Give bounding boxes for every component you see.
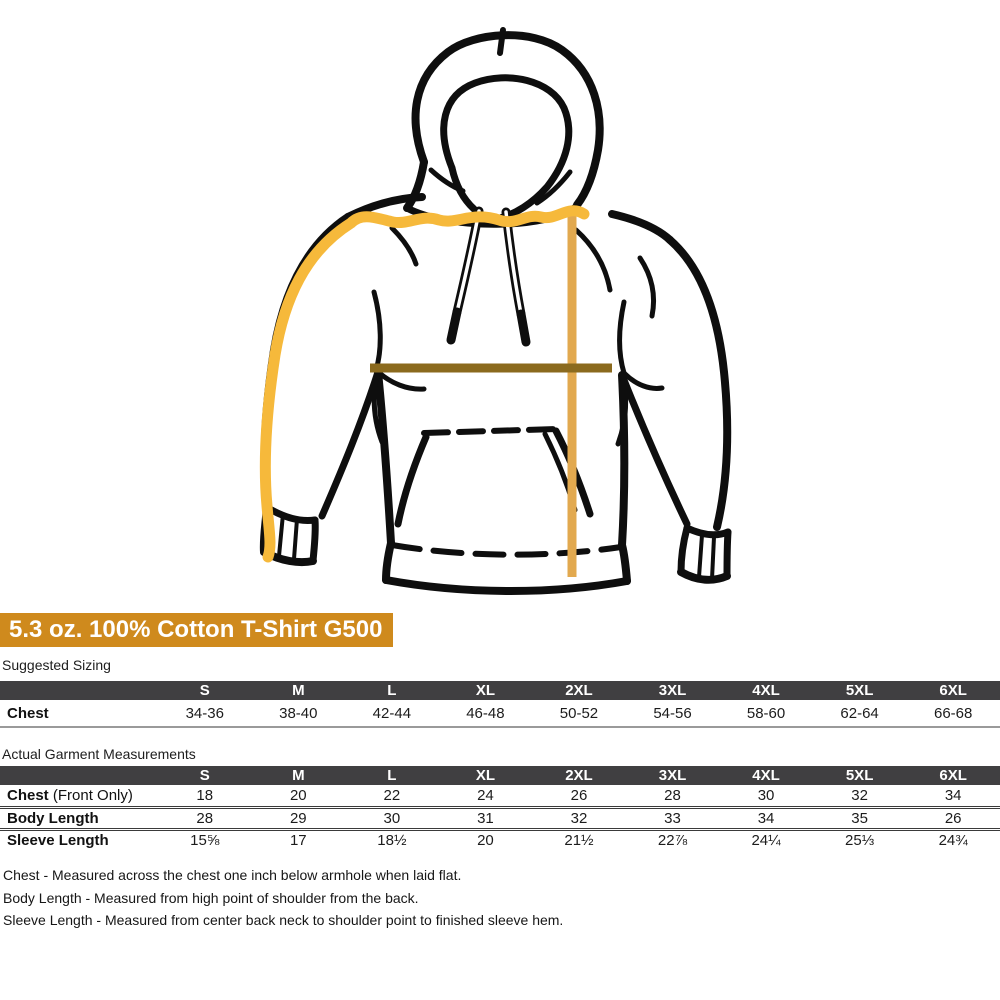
measurement-value: 24¼	[751, 832, 781, 850]
measurement-value: 21½	[564, 832, 594, 850]
measurement-value: 20	[477, 832, 494, 850]
size-header-row	[0, 766, 1000, 785]
measurement-value: 54-56	[653, 704, 692, 722]
measurement-value: 22⅞	[657, 832, 688, 850]
measurement-value: 34	[944, 786, 962, 804]
suggested-sizing-table	[0, 681, 1000, 728]
measurement-value: 30	[383, 809, 401, 827]
size-column-header: L	[387, 767, 397, 784]
table-row	[0, 829, 1000, 851]
measurement-value: 34	[757, 809, 775, 827]
size-column-header: 2XL	[565, 767, 593, 784]
garment-measurements-title: Actual Garment Measurements	[2, 746, 196, 762]
measurement-value: 24¾	[938, 832, 968, 850]
measurement-value: 26	[570, 786, 588, 804]
measurement-value: 15⅝	[190, 832, 220, 850]
size-column-header: 3XL	[658, 767, 687, 784]
drawstrings	[451, 211, 526, 342]
measurement-note: Sleeve Length - Measured from center back neck to shoulder point to finished sleeve hem.	[3, 912, 564, 928]
measurement-value: 42-44	[372, 704, 412, 722]
row-label: Chest	[7, 704, 49, 722]
measurement-value: 31	[477, 809, 494, 827]
size-column-header: M	[292, 682, 305, 699]
table-row	[0, 785, 1000, 807]
table-row	[0, 700, 1000, 727]
measurement-value: 20	[289, 786, 307, 804]
size-column-header: 4XL	[752, 767, 780, 784]
measurement-value: 28	[196, 809, 214, 827]
measurement-value: 24	[477, 786, 494, 804]
product-title-banner: 5.3 oz. 100% Cotton T-Shirt G500	[0, 613, 393, 647]
size-column-header: 3XL	[658, 682, 687, 699]
measurement-value: 22	[383, 786, 401, 804]
size-column-header: 2XL	[565, 682, 593, 699]
measurement-value: 17	[289, 832, 307, 850]
size-column-header: 4XL	[752, 682, 780, 699]
measurement-value: 32	[851, 786, 868, 804]
size-header-row	[0, 681, 1000, 700]
measurement-value: 62-64	[840, 704, 879, 722]
size-column-header: XL	[475, 767, 495, 784]
size-column-header: L	[387, 682, 397, 699]
size-column-header: 6XL	[939, 682, 967, 699]
measurement-value: 33	[664, 809, 681, 827]
row-label: Body Length	[7, 809, 99, 827]
measurement-note: Body Length - Measured from high point of shoulder from the back.	[3, 889, 419, 906]
table-row	[0, 807, 1000, 829]
measurement-value: 46-48	[466, 704, 505, 722]
suggested-sizing-title: Suggested Sizing	[2, 657, 111, 673]
measurement-value: 30	[757, 786, 775, 804]
measurement-value: 38-40	[279, 704, 318, 722]
measurement-value: 50-52	[559, 704, 599, 722]
measurement-value: 28	[664, 786, 681, 804]
garment-measurements-table	[0, 766, 1000, 851]
empty-header-cell	[0, 681, 158, 700]
measurement-value: 29	[289, 809, 307, 827]
size-column-header: 5XL	[845, 682, 874, 699]
hoodie-outline	[264, 30, 728, 591]
measurement-value: 58-60	[746, 704, 786, 722]
empty-header-cell	[0, 766, 158, 785]
sleeve-length-line	[265, 211, 584, 557]
size-column-header: XL	[475, 682, 495, 699]
measurement-note: Chest - Measured across the chest one inch below armhole when laid flat.	[3, 867, 462, 883]
measurement-value: 34-36	[185, 704, 224, 722]
measurement-value: 25⅓	[845, 832, 875, 850]
measurement-notes	[3, 864, 563, 932]
measurement-value: 32	[570, 809, 588, 827]
measurement-value: 18½	[377, 832, 407, 850]
measurement-value: 66-68	[934, 704, 973, 722]
row-label: Chest (Front Only)	[7, 786, 133, 804]
measurement-value: 35	[851, 809, 868, 827]
size-column-header: M	[292, 767, 305, 784]
measurement-value: 26	[944, 809, 962, 827]
row-label: Sleeve Length	[7, 832, 109, 850]
size-column-header: 6XL	[939, 767, 967, 784]
size-column-header: S	[199, 767, 210, 784]
size-column-header: S	[199, 682, 210, 699]
measurement-value: 18	[196, 786, 214, 804]
size-column-header: 5XL	[845, 767, 874, 784]
